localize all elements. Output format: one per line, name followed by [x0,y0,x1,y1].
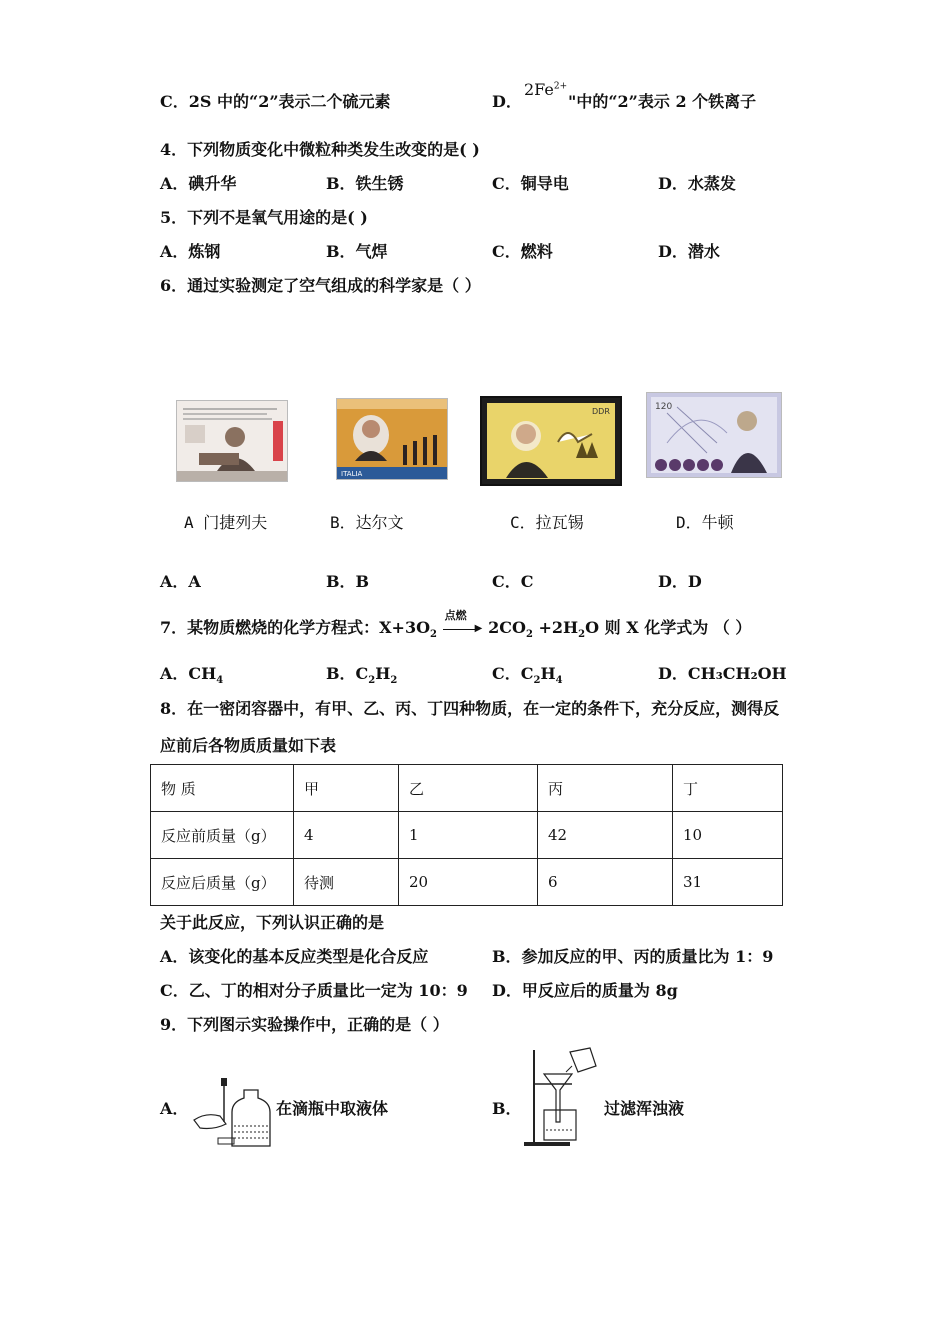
q4-option-d: D．水蒸发 [658,174,736,193]
q7-product-h2o: +2H [532,618,579,637]
table-header-row [151,765,783,812]
darwin-image [337,399,447,479]
q6-option-a: A．A [160,572,201,591]
q5-option-d: D．潜水 [658,242,720,261]
q9-option-a-text: 在滴瓶中取液体 [276,1099,389,1118]
table-row [151,812,783,859]
q3-option-d-label: D． [492,92,522,111]
q7-option-c-sub2: 4 [555,675,563,687]
table-cell: 1 [399,812,538,859]
q7-option-d-formula: CH₃CH₂OH [687,664,787,683]
q7-h2o-sub: 2 [578,629,586,641]
q7-option-b-sub2: 2 [390,675,398,687]
q7-option-a-sub: 4 [216,675,224,687]
dropper-bottle-icon [190,1076,274,1150]
q7-option-b [326,661,397,686]
mendeleev-image [177,401,287,481]
filtration-apparatus-icon [520,1044,600,1148]
q7-option-c-h: H [540,664,556,683]
stamp-c-country: DDR [592,407,610,416]
q7-o2-sub: 2 [430,629,437,641]
q3-option-d-formula [524,80,567,99]
q7-reactants: 7．某物质燃烧的化学方程式：X+3O [160,618,431,637]
arrow-line [443,629,479,630]
q6-caption-a: A 门捷列夫 [184,513,268,532]
q7-product-co2: 2CO [488,618,526,637]
table-cell: 6 [538,859,673,906]
q6-option-d: D．D [658,572,702,591]
stamp-b-country: ITALIA [341,470,363,478]
arrow-head-icon: ▶ [474,622,483,634]
q7-option-d [658,661,787,684]
q3-option-c: C．2S 中的“2”表示二个硫元素 [160,92,391,111]
table-cell: 反应前质量（g） [151,812,294,859]
q7-option-c-sub1: 2 [533,675,541,687]
lavoisier-image [482,398,620,484]
table-cell: 31 [673,859,783,906]
q7-option-a-label: A． [160,664,189,683]
reaction-arrow [443,608,483,637]
q6-caption-b: B．达尔文 [330,513,404,532]
q9-option-b-label: B． [492,1099,522,1118]
q5-option-a: A．炼钢 [160,242,221,261]
q4-option-b: B．铁生锈 [326,174,404,193]
q4-option-c: C．铜导电 [492,174,569,193]
stamp-newton [646,392,782,478]
table-cell: 待测 [294,859,399,906]
table-cell: 42 [538,812,673,859]
q5-option-b: B．气焊 [326,242,388,261]
q5-option-c: C．燃料 [492,242,553,261]
q8-stem-line1: 8．在一密闭容器中，有甲、乙、丙、丁四种物质，在一定的条件下，充分反应，测得反 [160,699,780,718]
q7-option-c-c: C [520,664,534,683]
table-cell: 4 [294,812,399,859]
table-header-cell: 丁 [673,765,783,812]
q8-after-table: 关于此反应，下列认识正确的是 [160,913,385,932]
stamp-lavoisier [480,396,622,486]
reaction-condition: 点燃 [444,608,467,622]
q7-co2-sub: 2 [525,629,533,641]
q4-stem: 4．下列物质变化中微粒种类发生改变的是( ) [160,140,480,159]
q7-option-a-formula: CH [188,664,217,683]
q8-option-d: D．甲反应后的质量为 8g [492,981,678,1000]
q6-stem: 6．通过实验测定了空气组成的科学家是（ ） [160,276,481,295]
table-header-cell: 物 质 [151,765,294,812]
q9-option-b-text: 过滤浑浊液 [604,1099,685,1118]
fe-formula: 2Fe [524,80,554,99]
q7-option-d-label: D． [658,664,688,683]
q7-option-c [492,661,563,686]
q6-caption-d: D．牛顿 [676,513,734,532]
mass-table [150,764,783,906]
q7-question-text: O 则 X 化学式为 （ ） [585,618,752,637]
q8-stem-line2: 应前后各物质质量如下表 [160,736,337,755]
q5-stem: 5．下列不是氧气用途的是( ) [160,208,368,227]
q7-option-b-sub1: 2 [368,675,376,687]
table-cell: 20 [399,859,538,906]
q7-option-a [160,661,223,686]
table-header-cell: 乙 [399,765,538,812]
table-cell: 10 [673,812,783,859]
q7-option-b-c: C [355,664,369,683]
q6-caption-c: C．拉瓦锡 [510,513,584,532]
stamp-darwin [336,398,448,480]
table-header-cell: 丙 [538,765,673,812]
fe-charge: 2+ [553,81,568,92]
q6-option-b: B．B [326,572,370,591]
q8-option-a: A．该变化的基本反应类型是化合反应 [160,947,429,966]
q7-option-c-label: C． [492,664,521,683]
q6-option-c: C．C [492,572,534,591]
q3-option-d-text: "中的“2”表示 2 个铁离子 [568,92,757,111]
table-row [151,859,783,906]
stamp-d-value: 120 [655,402,673,412]
q8-option-b: B．参加反应的甲、丙的质量比为 1：9 [492,947,774,966]
newton-image [647,393,781,477]
q7-option-b-h: H [375,664,391,683]
table-cell: 反应后质量（g） [151,859,294,906]
q9-stem: 9．下列图示实验操作中，正确的是（ ） [160,1015,449,1034]
stamp-mendeleev [176,400,288,482]
q4-option-a: A．碘升华 [160,174,237,193]
q7-option-b-label: B． [326,664,356,683]
q8-option-c: C．乙、丁的相对分子质量比一定为 10：9 [160,981,468,1000]
q7-stem [160,608,752,641]
table-header-cell: 甲 [294,765,399,812]
q9-option-a-label: A． [160,1099,189,1118]
